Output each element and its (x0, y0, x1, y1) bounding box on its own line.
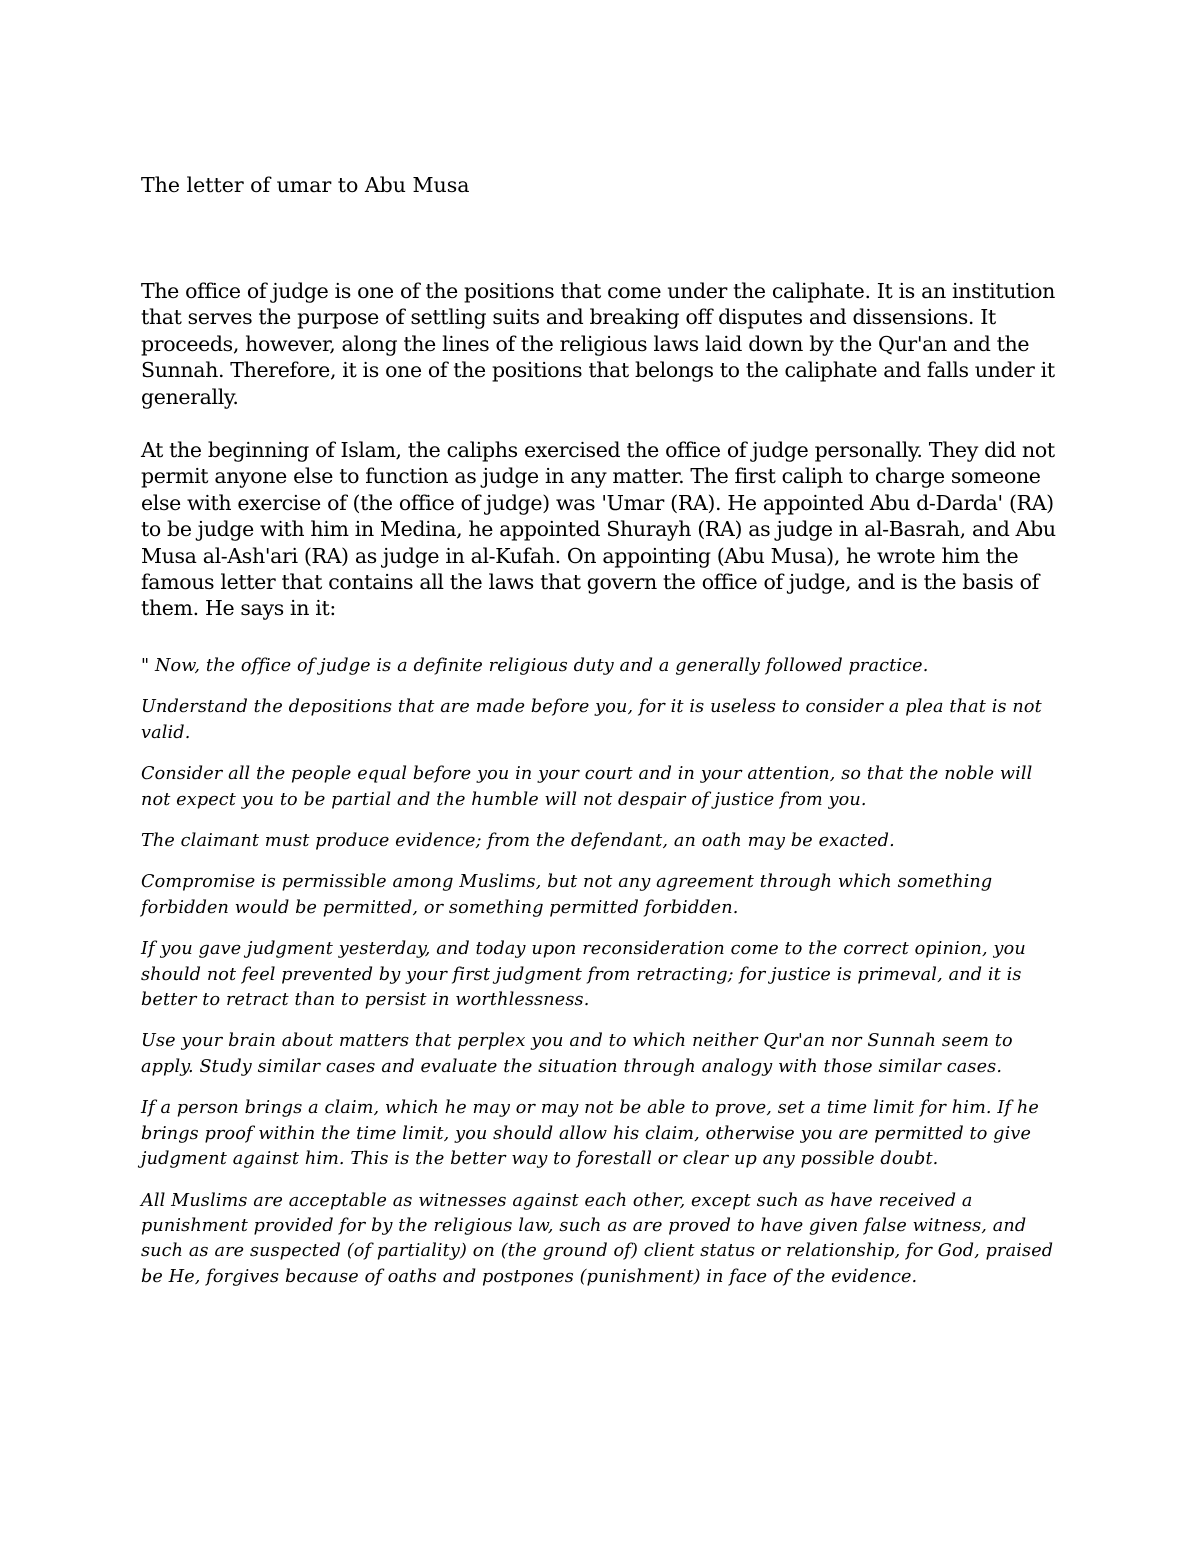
body-paragraph: The office of judge is one of the positions that come under the caliphate. It is an institution that serves the purpose of settling suits and breaking off disputes and dissensions. It proceeds, however, along the lines of the religious laws laid down by the Qur'an and the Sunnah. Therefore, it is one of the positions that belongs to the caliphate and falls under it generally. (141, 279, 1056, 409)
quote-paragraph: Understand the depositions that are made before you, for it is useless to consider a plea that is not valid. (141, 697, 1042, 743)
quote-paragraph: If you gave judgment yesterday, and today upon reconsideration come to the correct opinion, you should not feel prevented by your first judgment from retracting; for justice is primeval, and it is better to retract than to persist in worthlessness. (141, 939, 1026, 1011)
letter-quotes (141, 654, 1061, 1306)
quote-paragraph: Use your brain about matters that perplex you and to which neither Qur'an nor Sunnah seem to apply. Study similar cases and evaluate the situation through analogy with those similar cases. (141, 1031, 1013, 1077)
document-title: The letter of umar to Abu Musa (141, 173, 470, 197)
quote-paragraph: Compromise is permissible among Muslims, but not any agreement through which something forbidden would be permitted, or something permitted forbidden. (141, 872, 993, 918)
quote-paragraph: The claimant must produce evidence; from the defendant, an oath may be exacted. (141, 831, 895, 852)
quote-paragraph: Consider all the people equal before you in your court and in your attention, so that the noble will not expect you to be partial and the humble will not despair of justice from you. (141, 764, 1033, 810)
quote-paragraph: If a person brings a claim, which he may or may not be able to prove, set a time limit for him. If he brings proof within the time limit, you should allow his claim, otherwise you are permitted to give judgment against him. This is the better way to forestall or clear up any possible doubt. (141, 1098, 1039, 1170)
body-paragraph: At the beginning of Islam, the caliphs exercised the office of judge personally. They did not permit anyone else to function as judge in any matter. The first caliph to charge someone else with exercise of (the office of judge) was 'Umar (RA). He appointed Abu d-Darda' (RA) to be judge with him in Medina, he appointed Shurayh (RA) as judge in al-Basrah, and Abu Musa al-Ash'ari (RA) as judge in al-Kufah. On appointing (Abu Musa), he wrote him the famous letter that contains all the laws that govern the office of judge, and is the basis of them. He says in it: (141, 438, 1056, 621)
quote-paragraph: All Muslims are acceptable as witnesses against each other, except such as have received a punishment provided for by the religious law, such as are proved to have given false witness, and such as are suspected (of partiality) on (the ground of) client status or relationship, for God, praised be He, forgives because of oaths and postpones (punishment) in face of the evidence. (141, 1190, 1054, 1287)
quote-paragraph: " Now, the office of judge is a definite religious duty and a generally followed practice. (141, 656, 929, 676)
